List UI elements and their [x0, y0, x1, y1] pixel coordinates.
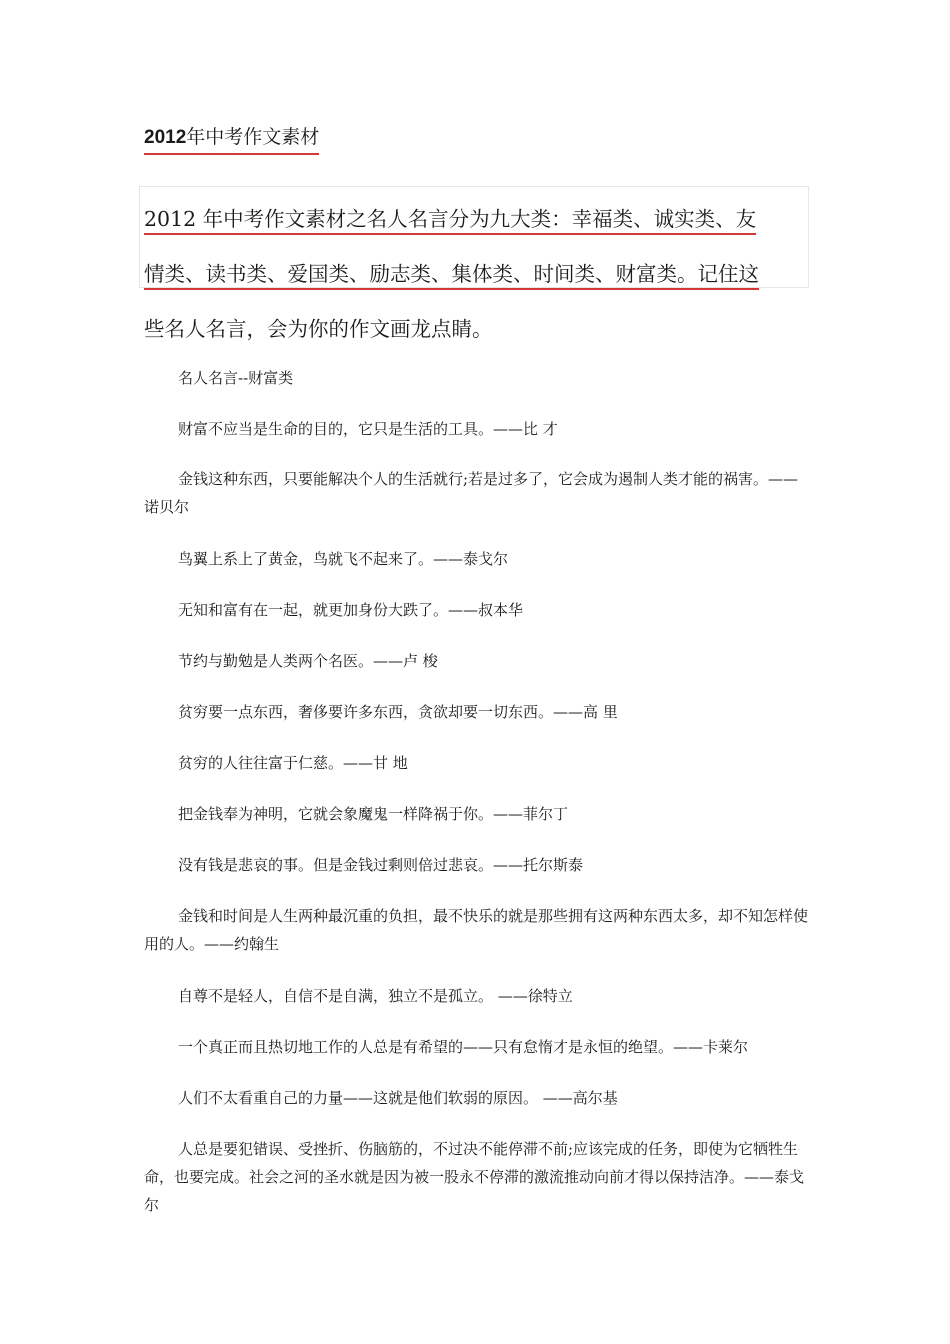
- title-text: 年中考作文素材: [186, 126, 320, 148]
- quote-paragraph: 一个真正而且热切地工作的人总是有希望的——只有怠惰才是永恒的绝望。——卡莱尔: [178, 1038, 749, 1056]
- intro-line-2: 情类、读书类、爱国类、励志类、集体类、时间类、财富类。记住这: [144, 262, 759, 290]
- intro-line-3: 些名人名言，会为你的作文画龙点睛。: [144, 317, 493, 341]
- quote-paragraph: 无知和富有在一起，就更加身份大跌了。——叔本华: [178, 601, 524, 619]
- intro-paragraph: [144, 192, 808, 357]
- quote-paragraph: 贫穷的人往往富于仁慈。——甘 地: [178, 754, 408, 772]
- quote-paragraph: 把金钱奉为神明，它就会象魔鬼一样降祸于你。——菲尔丁: [178, 805, 569, 823]
- quote-paragraph: 财富不应当是生命的目的，它只是生活的工具。——比 才: [178, 420, 558, 438]
- section-heading: 名人名言--财富类: [178, 369, 294, 387]
- quote-paragraph: 人们不太看重自己的力量——这就是他们软弱的原因。 ——高尔基: [178, 1089, 618, 1107]
- quote-paragraph: 自尊不是轻人，自信不是自满，独立不是孤立。 ——徐特立: [178, 987, 573, 1005]
- title-year: 2012: [144, 127, 187, 148]
- quote-paragraph: 金钱这种东西，只要能解决个人的生活就行;若是过多了，它会成为遏制人类才能的祸害。——诺贝尔: [144, 470, 799, 516]
- quote-paragraph: 贫穷要一点东西，奢侈要许多东西，贪欲却要一切东西。——高 里: [178, 703, 618, 721]
- intro-line-1: 2012 年中考作文素材之名人名言分为九大类：幸福类、诚实类、友: [144, 207, 756, 235]
- quote-paragraph: 人总是要犯错误、受挫折、伤脑筋的，不过决不能停滞不前;应该完成的任务，即使为它牺牲生命，也要完成。社会之河的圣水就是因为被一股永不停滞的激流推动向前才得以保持洁净。——泰戈尔: [144, 1140, 805, 1214]
- quote-paragraph: 没有钱是悲哀的事。但是金钱过剩则倍过悲哀。——托尔斯泰: [178, 856, 584, 874]
- quote-paragraph: 金钱和时间是人生两种最沉重的负担，最不快乐的就是那些拥有这两种东西太多，却不知怎样使用的人。——约翰生: [144, 907, 809, 953]
- quote-paragraph: 节约与勤勉是人类两个名医。——卢 梭: [178, 652, 438, 670]
- quote-paragraph: 鸟翼上系上了黄金，鸟就飞不起来了。——泰戈尔: [178, 550, 509, 568]
- document-title: [144, 124, 319, 155]
